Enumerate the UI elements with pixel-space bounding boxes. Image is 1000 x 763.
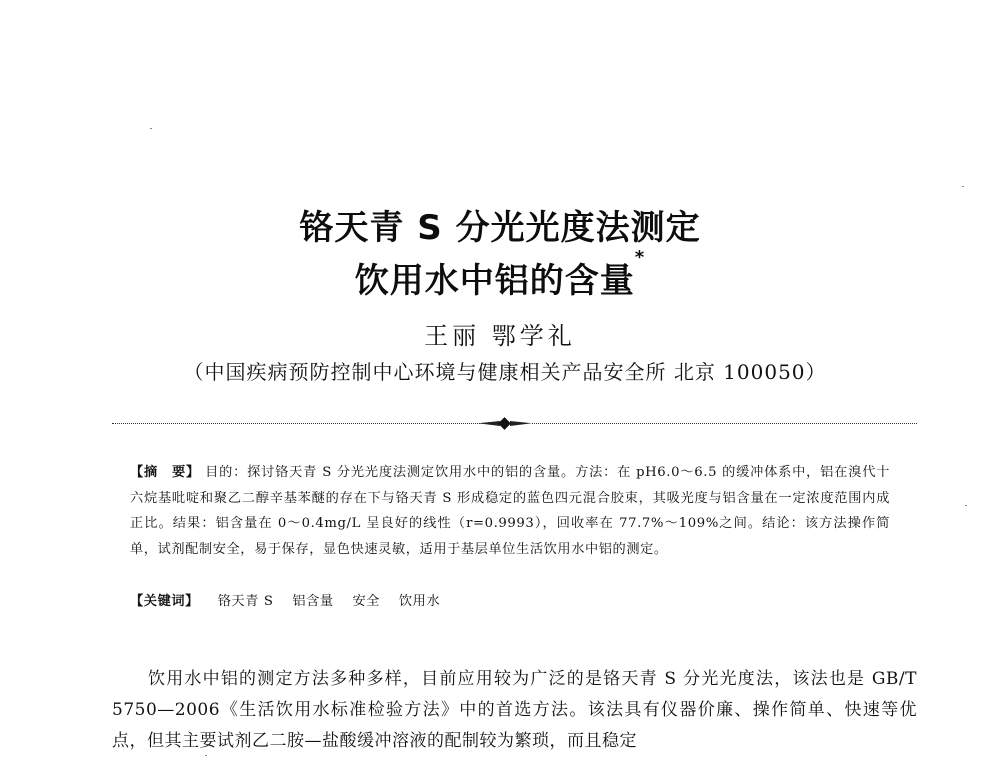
scan-speck (965, 505, 967, 506)
title-footnote-mark: * (634, 247, 646, 268)
abstract (130, 460, 890, 562)
divider-line-left (112, 423, 482, 424)
divider-ornament-right (510, 421, 532, 426)
affiliation: （中国疾病预防控制中心环境与健康相关产品安全所 北京 100050） (183, 360, 827, 384)
abstract-label: 【摘 要】 (130, 465, 201, 480)
scan-speck (205, 755, 207, 756)
keyword-item: 铝含量 (292, 594, 334, 609)
authors: 王丽 鄂学礼 (424, 322, 576, 350)
divider-diamond-icon (498, 417, 511, 430)
scan-speck (150, 128, 152, 129)
paper-title-line-2-text: 饮用水中铝的含量 (354, 261, 635, 301)
scan-speck (962, 186, 964, 187)
keyword-item: 铬天青 S (217, 594, 274, 609)
keyword-item: 安全 (352, 594, 381, 609)
keyword-item: 饮用水 (398, 594, 441, 609)
section-divider (112, 418, 917, 430)
divider-line-right (532, 423, 917, 424)
paper-title-line-2 (0, 247, 1000, 302)
keywords (130, 590, 890, 609)
abstract-text: 目的：探讨铬天青 S 分光光度法测定饮用水中的铝的含量。方法：在 pH6.0～6.5 的缓冲体系中，铝在溴代十六烷基吡啶和聚乙二醇辛基苯醚的存在下与铬天青 S 形成稳定的蓝色四元混合胶束，其吸光度与铝含量在一定浓度范围内成正比。结果：铝含量在 0～0.4mg/L 呈良好的线性（r=0.9993），回收率在 77.7%～109%之间。结论：该方法操作简单，试剂配制安全，易于保存，显色快速灵敏，适用于基层单位生活饮用水中铝的测定。 (130, 465, 891, 557)
divider-ornament-left (478, 421, 500, 426)
paper-title-line-1: 铬天青 S 分光光度法测定 (299, 208, 701, 248)
keywords-label: 【关键词】 (130, 594, 199, 609)
body-paragraph: 饮用水中铝的测定方法多种多样，目前应用较为广泛的是铬天青 S 分光光度法，该法也是 GB/T 5750—2006《生活饮用水标准检验方法》中的首选方法。该法具有仪器价廉、操作简单、快速等优点，但其主要试剂乙二胺—盐酸缓冲溶液的配制较为繁琐，而且稳定 (112, 669, 917, 751)
